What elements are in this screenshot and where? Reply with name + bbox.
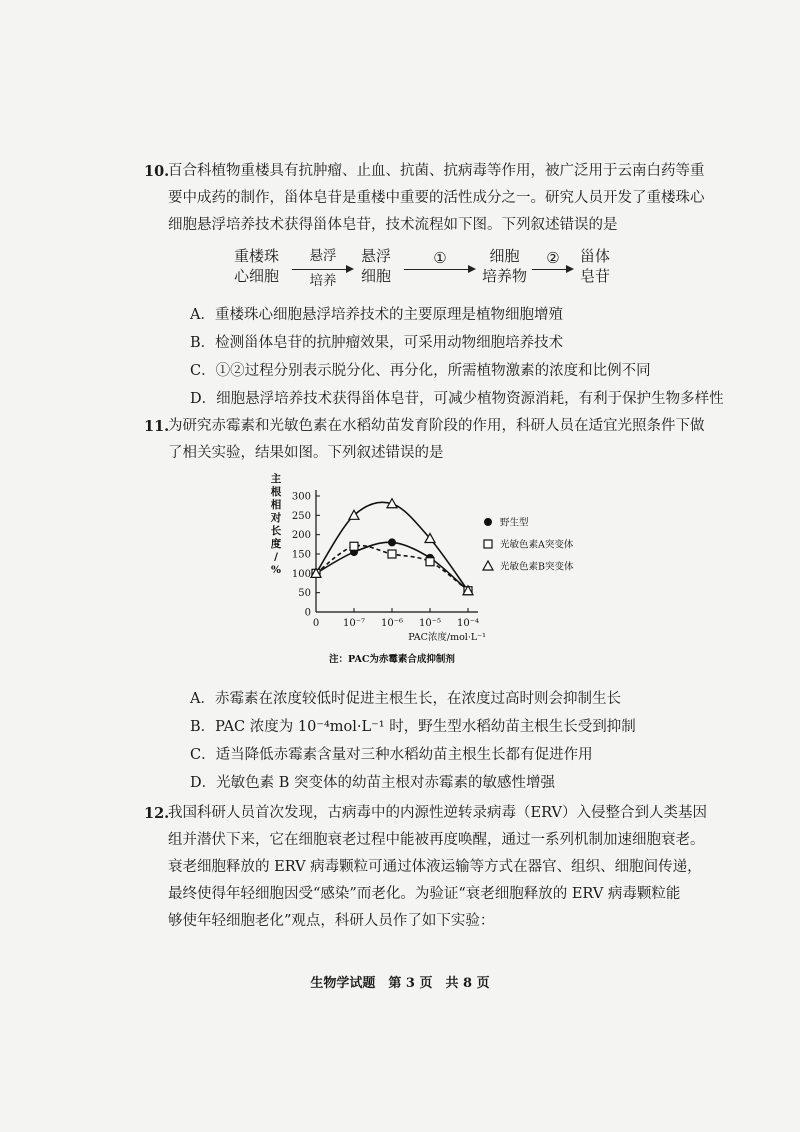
- flow-node-text: 重楼珠: [234, 247, 280, 265]
- x-tick-label: 0: [312, 618, 320, 629]
- option-c: C．适当降低赤霉素含量对三种水稻幼苗主根生长都有促进作用: [190, 747, 593, 763]
- question-text: 组并潜伏下来，它在细胞衰老过程中能被再度唤醒，通过一系列机制加速细胞衰老。: [168, 832, 705, 848]
- question-text: 要中成药的制作，甾体皂苷是重楼中重要的活性成分之一。研究人员开发了重楼珠心: [168, 190, 705, 206]
- question-number: 12.: [144, 805, 170, 822]
- y-tick-label: 200: [291, 530, 311, 542]
- page-footer: 生物学试题 第 3 页 共 8 页: [310, 976, 490, 991]
- data-point-series-2: [350, 542, 358, 550]
- question-text: 了相关实验，结果如图。下列叙述错误的是: [168, 445, 444, 461]
- y-tick-label: 150: [291, 549, 311, 561]
- flow-node-text: 细胞: [361, 267, 392, 285]
- question-10: [144, 158, 708, 239]
- x-tick-label: 10⁻⁷: [342, 618, 366, 629]
- flow-node-suspension-cells: [361, 246, 391, 286]
- legend-marker-1: [484, 518, 492, 526]
- question-text: 为研究赤霉素和光敏色素在水稻幼苗发育阶段的作用，科研人员在适宜光照条件下做: [168, 418, 705, 434]
- y-axis-label-char: 度: [270, 538, 282, 550]
- flow-step-2-label: ②: [546, 249, 560, 267]
- y-tick-label: 100: [291, 568, 311, 580]
- x-tick-label: 10⁻⁴: [456, 618, 480, 629]
- question-11: [144, 413, 708, 467]
- flow-node-pearl-cells: [234, 246, 279, 286]
- data-point-series-2: [388, 550, 396, 558]
- y-tick-label: 300: [291, 491, 311, 503]
- question-text: 细胞悬浮培养技术获得甾体皂苷，技术流程如下图。下列叙述错误的是: [168, 217, 618, 233]
- legend-label-3: 光敏色素B突变体: [500, 561, 574, 573]
- flow-arrow-label: 培养: [309, 273, 337, 289]
- y-axis-label-char: 主: [270, 473, 282, 485]
- chart-note: 注：PAC为赤霉素合成抑制剂: [329, 654, 455, 665]
- flow-node-text: 培养物: [482, 267, 528, 285]
- y-axis-label-char: 根: [270, 486, 282, 498]
- question-number: 11.: [144, 418, 170, 435]
- flow-node-text: 心细胞: [234, 267, 280, 285]
- option-d: D．细胞悬浮培养技术获得甾体皂苷，可减少植物资源消耗，有利于保护生物多样性: [190, 391, 724, 407]
- x-tick-label: 10⁻⁵: [418, 618, 442, 629]
- series-line-3: [316, 502, 468, 590]
- flow-node-text: 悬浮: [361, 247, 392, 265]
- flow-node-cell-culture: [482, 246, 527, 286]
- option-a: A．赤霉素在浓度较低时促进主根生长，在浓度过高时则会抑制生长: [190, 691, 621, 707]
- option-d: D．光敏色素 B 突变体的幼苗主根对赤霉素的敏感性增强: [190, 775, 555, 791]
- question-text: 够使年轻细胞老化”观点，科研人员作了如下实验：: [168, 913, 495, 929]
- legend-marker-3: [483, 561, 493, 570]
- data-point-series-2: [426, 558, 434, 566]
- y-axis-label-char: 长: [270, 525, 282, 537]
- y-axis-label-char: 相: [270, 499, 282, 511]
- y-tick-label: 250: [291, 510, 311, 522]
- question-text: 衰老细胞释放的 ERV 病毒颗粒可通过体液运输等方式在器官、组织、细胞间传递，: [168, 859, 702, 875]
- option-c: C．①②过程分别表示脱分化、再分化，所需植物激素的浓度和比例不同: [190, 363, 651, 379]
- y-axis-label-char: %: [271, 564, 281, 576]
- flow-arrow: [292, 269, 352, 270]
- legend-label-2: 光敏色素A突变体: [500, 539, 574, 551]
- process-flow-diagram: [234, 244, 614, 300]
- y-tick-label: 50: [298, 588, 311, 600]
- flow-node-text: 甾体: [580, 247, 611, 265]
- question-text: 百合科植物重楼具有抗肿瘤、止血、抗菌、抗病毒等作用，被广泛用于云南白药等重: [168, 163, 705, 179]
- option-a: A．重楼珠心细胞悬浮培养技术的主要原理是植物细胞增殖: [190, 307, 563, 323]
- question-12: [144, 800, 708, 935]
- flow-node-saponin: [580, 246, 610, 286]
- option-b: B．PAC 浓度为 10⁻⁴mol·L⁻¹ 时，野生型水稻幼苗主根生长受到抑制: [190, 719, 636, 735]
- x-tick-label: 10⁻⁶: [380, 618, 404, 629]
- flow-arrow-label: 悬浮: [309, 248, 337, 264]
- y-axis-label-char: /: [274, 551, 278, 563]
- flow-arrow: [404, 269, 474, 270]
- flow-node-text: 皂苷: [580, 267, 611, 285]
- legend-marker-2: [484, 540, 492, 548]
- root-length-chart: [268, 472, 628, 682]
- legend-label-1: 野生型: [500, 517, 529, 529]
- y-axis-label-char: 对: [270, 512, 282, 524]
- option-b: B．检测甾体皂苷的抗肿瘤效果，可采用动物细胞培养技术: [190, 335, 564, 351]
- data-point-series-1: [388, 538, 396, 546]
- question-text: 最终使得年轻细胞因受“感染”而老化。为验证“衰老细胞释放的 ERV 病毒颗粒能: [168, 886, 681, 902]
- question-number: 10.: [144, 163, 170, 180]
- question-text: 我国科研人员首次发现，古病毒中的内源性逆转录病毒（ERV）入侵整合到人类基因: [168, 805, 707, 821]
- x-axis-label: PAC浓度/mol·L⁻¹: [408, 632, 486, 643]
- flow-node-text: 细胞: [489, 247, 520, 265]
- y-tick-label: 0: [304, 607, 311, 619]
- flow-step-1-label: ①: [433, 249, 447, 267]
- chart-svg: [268, 472, 628, 682]
- flow-arrow: [532, 269, 572, 270]
